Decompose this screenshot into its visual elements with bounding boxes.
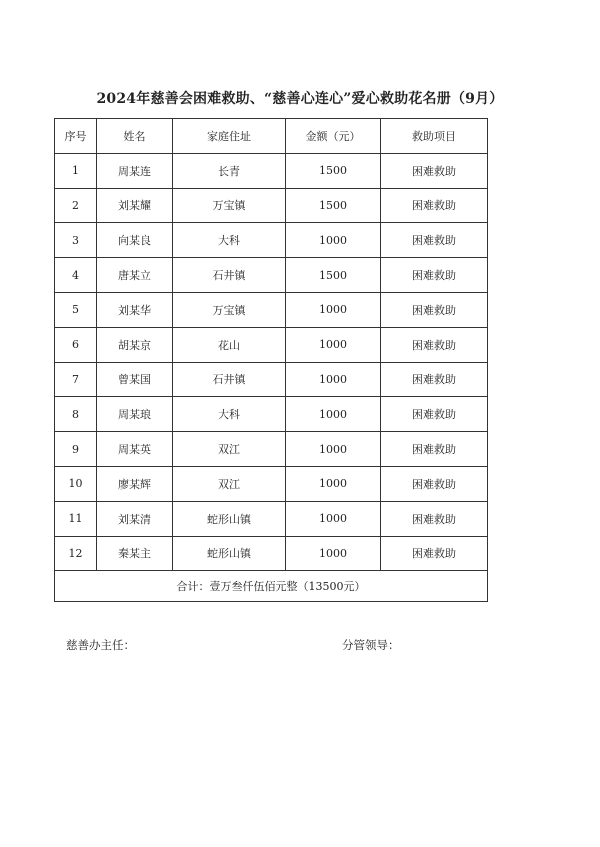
cell-address: 蛇形山镇 (173, 536, 286, 571)
cell-aid-type: 困难救助 (381, 432, 488, 467)
cell-address: 双江 (173, 432, 286, 467)
cell-name: 胡某京 (97, 327, 173, 362)
cell-address: 长青 (173, 153, 286, 188)
cell-aid-type: 困难救助 (381, 536, 488, 571)
cell-address: 大科 (173, 223, 286, 258)
cell-name: 刘某耀 (97, 188, 173, 223)
cell-aid-type: 困难救助 (381, 362, 488, 397)
cell-name: 周某英 (97, 432, 173, 467)
header-cell-name: 姓名 (97, 119, 173, 154)
cell-index: 8 (55, 397, 97, 432)
table-row (55, 292, 488, 327)
cell-index: 12 (55, 536, 97, 571)
cell-index: 5 (55, 292, 97, 327)
cell-aid-type: 困难救助 (381, 501, 488, 536)
cell-amount: 1000 (286, 223, 381, 258)
table-row (55, 327, 488, 362)
cell-amount: 1000 (286, 501, 381, 536)
total-cell: 合计：壹万叁仟伍佰元整（13500元） (55, 571, 488, 602)
cell-name: 曾某国 (97, 362, 173, 397)
cell-aid-type: 困难救助 (381, 397, 488, 432)
table-row (55, 466, 488, 501)
cell-amount: 1000 (286, 466, 381, 501)
cell-address: 石井镇 (173, 258, 286, 293)
table-row (55, 153, 488, 188)
cell-amount: 1000 (286, 397, 381, 432)
table-row (55, 536, 488, 571)
cell-address: 万宝镇 (173, 188, 286, 223)
cell-index: 1 (55, 153, 97, 188)
cell-index: 7 (55, 362, 97, 397)
table-row (55, 258, 488, 293)
header-cell-amount: 金额（元） (286, 119, 381, 154)
cell-address: 双江 (173, 466, 286, 501)
cell-address: 万宝镇 (173, 292, 286, 327)
table-row (55, 501, 488, 536)
cell-name: 周某连 (97, 153, 173, 188)
cell-index: 3 (55, 223, 97, 258)
cell-amount: 1000 (286, 362, 381, 397)
cell-address: 蛇形山镇 (173, 501, 286, 536)
cell-index: 11 (55, 501, 97, 536)
director-signature-label: 慈善办主任： (66, 638, 135, 652)
cell-name: 刘某清 (97, 501, 173, 536)
table-header-row (55, 119, 488, 154)
table-row (55, 432, 488, 467)
cell-amount: 1000 (286, 536, 381, 571)
cell-index: 10 (55, 466, 97, 501)
cell-amount: 1500 (286, 188, 381, 223)
cell-aid-type: 困难救助 (381, 223, 488, 258)
cell-name: 廖某辉 (97, 466, 173, 501)
cell-index: 4 (55, 258, 97, 293)
header-cell-aid-type: 救助项目 (381, 119, 488, 154)
cell-amount: 1000 (286, 432, 381, 467)
cell-aid-type: 困难救助 (381, 153, 488, 188)
cell-amount: 1000 (286, 292, 381, 327)
cell-address: 大科 (173, 397, 286, 432)
header-cell-index: 序号 (55, 119, 97, 154)
cell-amount: 1500 (286, 258, 381, 293)
page-title: 2024年慈善会困难救助、“慈善心连心”爱心救助花名册（9月） (96, 91, 504, 107)
cell-aid-type: 困难救助 (381, 327, 488, 362)
cell-index: 6 (55, 327, 97, 362)
cell-name: 唐某立 (97, 258, 173, 293)
table-row (55, 362, 488, 397)
cell-name: 刘某华 (97, 292, 173, 327)
cell-name: 向某良 (97, 223, 173, 258)
header-cell-address: 家庭住址 (173, 119, 286, 154)
table-total-row (55, 571, 488, 602)
table-row (55, 397, 488, 432)
cell-amount: 1000 (286, 327, 381, 362)
cell-amount: 1500 (286, 153, 381, 188)
cell-aid-type: 困难救助 (381, 292, 488, 327)
cell-aid-type: 困难救助 (381, 466, 488, 501)
cell-aid-type: 困难救助 (381, 188, 488, 223)
cell-aid-type: 困难救助 (381, 258, 488, 293)
table-row (55, 188, 488, 223)
cell-name: 周某琅 (97, 397, 173, 432)
cell-index: 2 (55, 188, 97, 223)
cell-index: 9 (55, 432, 97, 467)
roster-table (54, 118, 488, 602)
table-row (55, 223, 488, 258)
leader-signature-label: 分管领导： (342, 638, 400, 652)
cell-name: 秦某主 (97, 536, 173, 571)
cell-address: 石井镇 (173, 362, 286, 397)
cell-address: 花山 (173, 327, 286, 362)
